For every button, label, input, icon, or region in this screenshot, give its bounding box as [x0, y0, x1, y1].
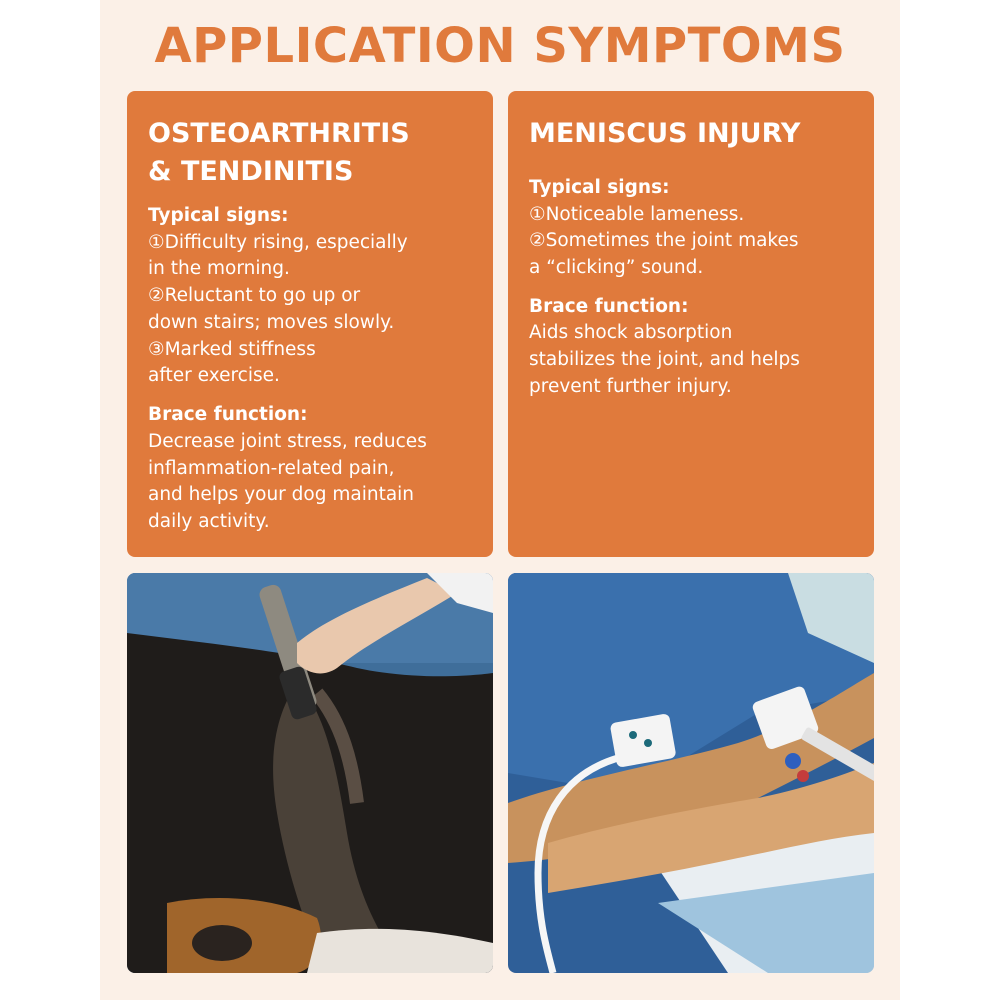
- typical-signs-label: Typical signs:: [529, 177, 670, 198]
- condition-card-meniscus: [508, 91, 874, 557]
- dog-therapy-photo: [127, 573, 493, 973]
- brace-function-text: Decrease joint stress, reduces inflammation-related pain, and helps your dog maintain daily activity.: [148, 430, 427, 533]
- typical-signs-label: Typical signs:: [148, 205, 289, 226]
- sign-item-2: ②Reluctant to go up or down stairs; moves slowly.: [148, 285, 395, 333]
- brace-function-label: Brace function:: [148, 404, 308, 426]
- page-title: APPLICATION SYMPTOMS: [154, 18, 846, 74]
- sign-item-2: ②Sometimes the joint makes a “clicking” sound.: [529, 230, 799, 279]
- sign-item-3: ③Marked stiffness after exercise.: [148, 338, 316, 387]
- sign-item-1: ①Noticeable lameness.: [529, 203, 745, 225]
- sign-item-1: ①Difficulty rising, especially in the morning.: [148, 231, 408, 280]
- card-heading: MENISCUS INJURY: [529, 118, 801, 149]
- brace-function-text: Aids shock absorption stabilizes the joint, and helps prevent further injury.: [529, 322, 800, 397]
- card-heading: OSTEOARTHRITIS & TENDINITIS: [148, 118, 410, 187]
- poster: [100, 0, 900, 1000]
- brace-function-label: Brace function:: [529, 295, 689, 317]
- dog-iv-photo: [508, 573, 874, 973]
- condition-card-osteoarthritis: [127, 91, 493, 557]
